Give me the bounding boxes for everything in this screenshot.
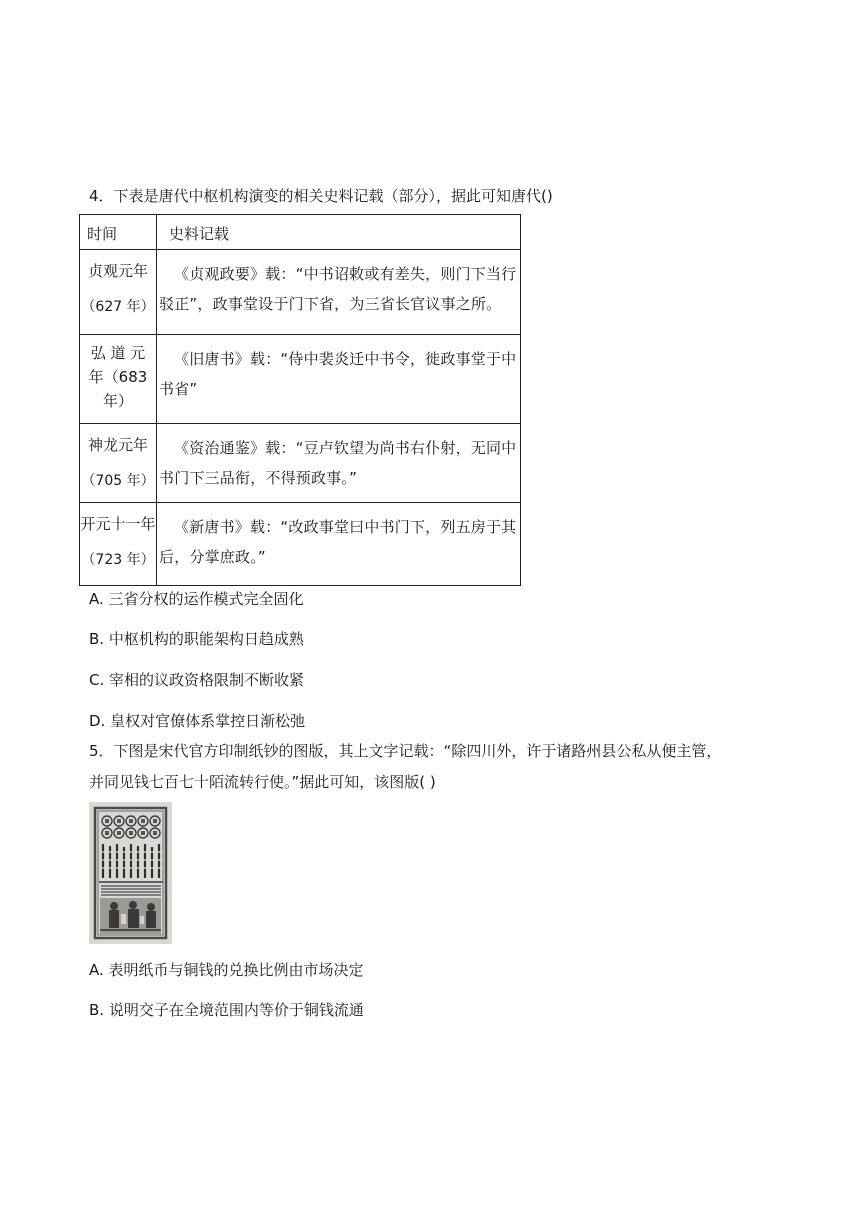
time-era: 贞观元年 [87, 262, 148, 280]
question-4-stem: 4．下表是唐代中枢机构演变的相关史料记载（部分），据此可知唐代() [89, 187, 553, 205]
time-cell [80, 250, 157, 335]
time-year: （723 年） [81, 552, 155, 568]
time-year: 年（683 [88, 368, 148, 386]
record-text: 《旧唐书》载：“侍中裴炎迁中书令，徙政事堂于中书省” [159, 350, 517, 398]
song-banknote-image [89, 802, 172, 944]
time-year: （627 年） [81, 299, 155, 315]
history-records-table [79, 214, 521, 586]
question-4-option-d[interactable]: D. 皇权对官僚体系掌控日渐松弛 [89, 712, 306, 730]
header-record: 史料记载 [157, 215, 521, 250]
time-year-end: 年） [102, 392, 133, 410]
time-cell [80, 335, 157, 424]
time-cell [80, 424, 157, 503]
table-header-row [80, 215, 521, 250]
question-5-stem-line1: 5．下图是宋代官方印制纸钞的图版，其上文字记载：“除四川外，许于诸路州县公私从便主管， [89, 742, 722, 760]
header-time: 时间 [80, 215, 157, 250]
question-4-option-a[interactable]: A. 三省分权的运作模式完全固化 [89, 590, 304, 608]
record-cell [157, 424, 521, 503]
table-row [80, 335, 521, 424]
question-5-stem-line2: 并同见钱七百七十陌流转行使。”据此可知，该图版( ) [89, 773, 436, 791]
table-row [80, 424, 521, 503]
time-year: （705 年） [81, 473, 155, 489]
question-4-option-c[interactable]: C. 宰相的议政资格限制不断收紧 [89, 671, 305, 689]
table-row [80, 250, 521, 335]
question-4-option-b[interactable]: B. 中枢机构的职能架构日趋成熟 [89, 630, 304, 648]
record-cell [157, 250, 521, 335]
question-5-option-b[interactable]: B. 说明交子在全境范围内等价于铜钱流通 [89, 1001, 364, 1019]
time-era: 神龙元年 [87, 436, 148, 454]
record-text: 《贞观政要》载：“中书诏敕或有差失，则门下当行驳正”，政事堂设于门下省，为三省长官议事之所。 [159, 265, 517, 313]
time-era: 开元十一年 [80, 515, 156, 533]
record-cell [157, 503, 521, 586]
table-row [80, 503, 521, 586]
record-cell [157, 335, 521, 424]
record-text: 《新唐书》载：“改政事堂曰中书门下，列五房于其后，分掌庶政。” [159, 518, 517, 566]
time-cell [80, 503, 157, 586]
record-text: 《资治通鉴》载：“豆卢钦望为尚书右仆射，无同中书门下三品衔，不得预政事。” [159, 439, 517, 487]
question-5-option-a[interactable]: A. 表明纸币与铜钱的兑换比例由市场决定 [89, 961, 364, 979]
time-era: 弘 道 元 [90, 344, 146, 362]
